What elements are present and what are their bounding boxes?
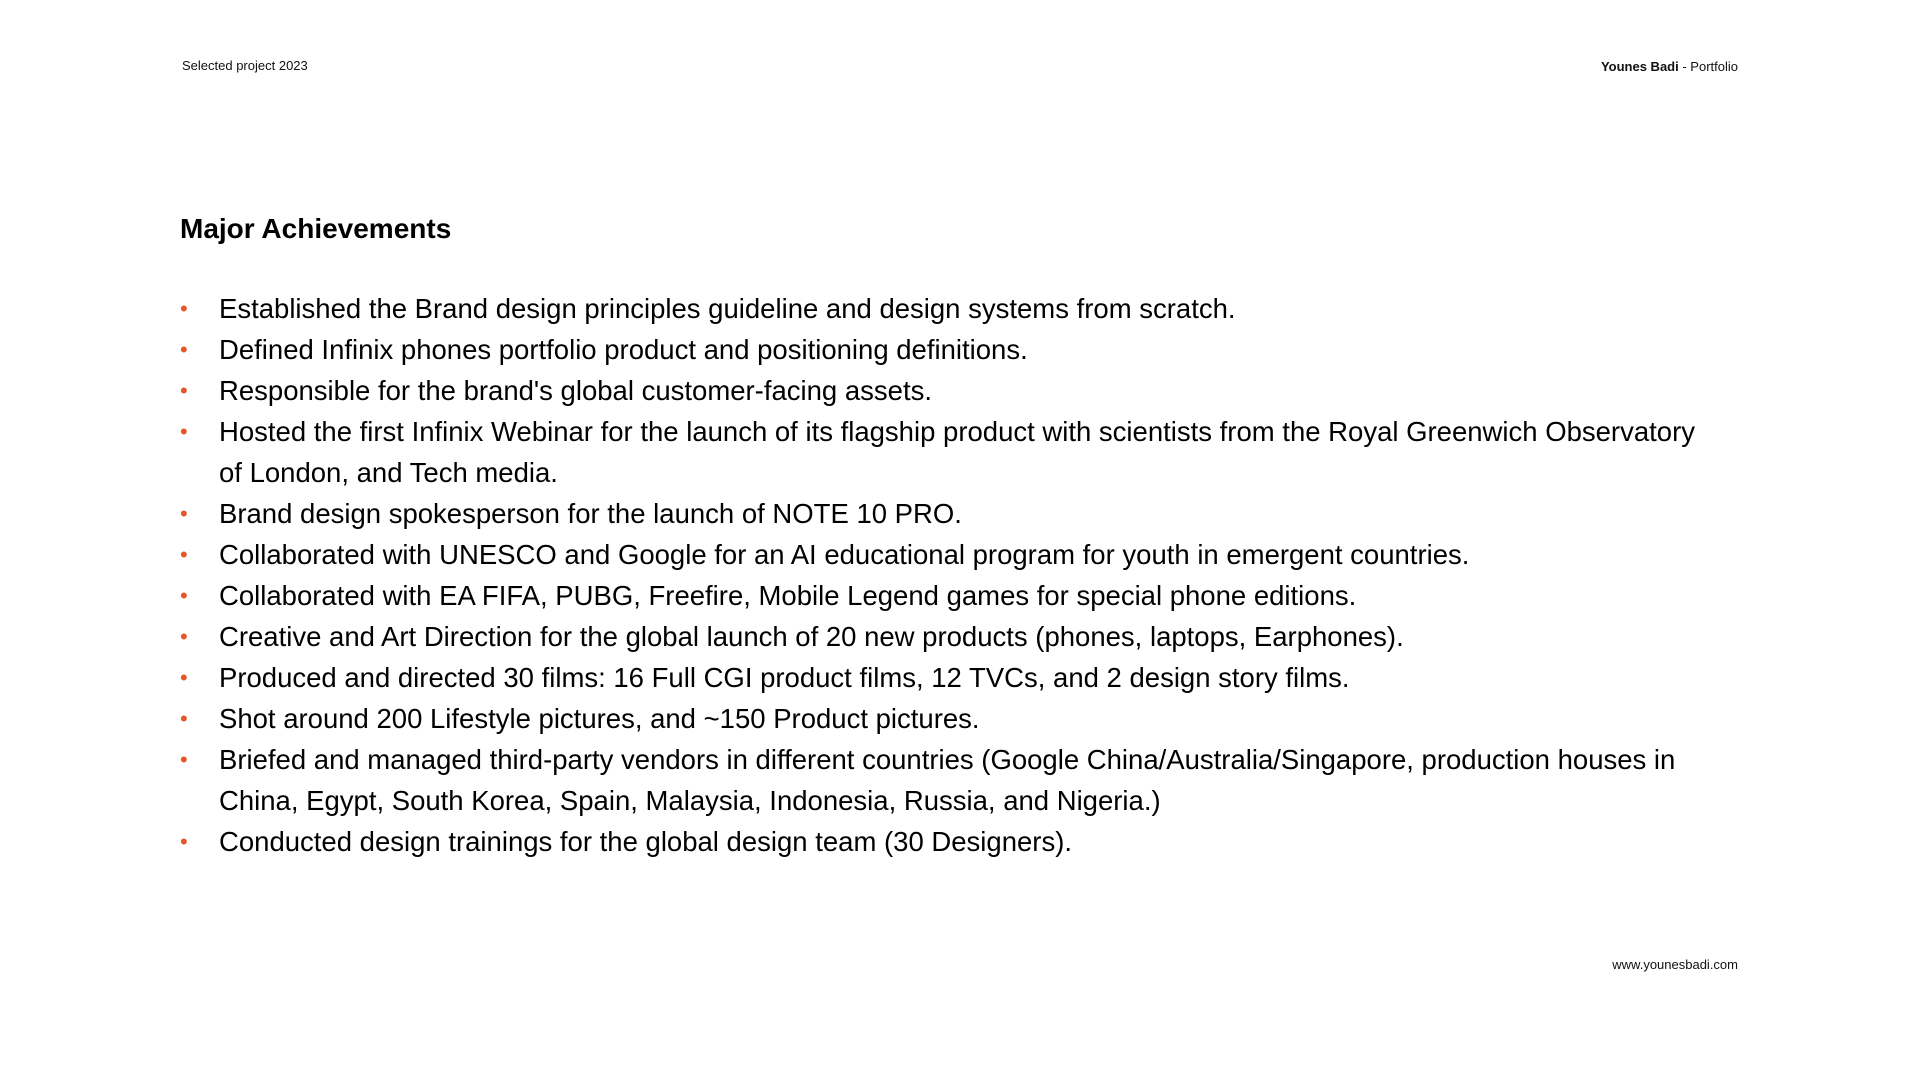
bullet-icon: • — [180, 829, 188, 854]
list-item — [180, 616, 1700, 657]
achievement-text: Established the Brand design principles guideline and design systems from scratch. — [219, 293, 1236, 324]
bullet-icon: • — [180, 296, 188, 321]
achievement-text: Briefed and managed third-party vendors in different countries (Google China/Australia/Singapore, production houses in China, Egypt, South Korea, Spain, Malaysia, Indonesia, Russia, and Nigeria.) — [219, 744, 1676, 816]
list-item — [180, 698, 1700, 739]
header-separator: - — [1678, 59, 1691, 74]
achievement-text: Creative and Art Direction for the global launch of 20 new products (phones, laptops, Earphones). — [219, 621, 1404, 652]
bullet-icon: • — [180, 542, 188, 567]
bullet-icon: • — [180, 665, 188, 690]
achievement-text: Produced and directed 30 films: 16 Full CGI product films, 12 TVCs, and 2 design story films. — [219, 662, 1350, 693]
achievement-text: Hosted the first Infinix Webinar for the launch of its flagship product with scientists from the Royal Greenwich Observatory of London, and Tech media. — [219, 416, 1695, 488]
bullet-icon: • — [180, 624, 188, 649]
list-item — [180, 534, 1700, 575]
achievement-text: Responsible for the brand's global customer-facing assets. — [219, 375, 932, 406]
portfolio-header — [1601, 59, 1738, 74]
author-name: Younes Badi — [1600, 59, 1679, 74]
list-item — [180, 493, 1700, 534]
list-item — [180, 821, 1700, 862]
website-link[interactable]: www.younesbadi.com — [1612, 957, 1738, 972]
achievement-text: Collaborated with UNESCO and Google for an AI educational program for youth in emergent countries. — [219, 539, 1470, 570]
bullet-icon: • — [180, 378, 188, 403]
list-item — [180, 288, 1700, 329]
bullet-icon: • — [180, 337, 188, 362]
bullet-icon: • — [180, 583, 188, 608]
list-item — [180, 575, 1700, 616]
list-item — [180, 370, 1700, 411]
list-item — [180, 657, 1700, 698]
achievement-text: Conducted design trainings for the global design team (30 Designers). — [219, 826, 1072, 857]
project-year-label: Selected project 2023 — [182, 58, 308, 73]
portfolio-label: Portfolio — [1690, 59, 1738, 74]
page-title: Major Achievements — [180, 213, 452, 244]
achievements-list — [180, 288, 1700, 862]
bullet-icon: • — [180, 706, 188, 731]
achievement-text: Defined Infinix phones portfolio product and positioning definitions. — [219, 334, 1028, 365]
achievement-text: Shot around 200 Lifestyle pictures, and ~150 Product pictures. — [219, 703, 980, 734]
bullet-icon: • — [180, 419, 188, 444]
list-item — [180, 411, 1700, 493]
bullet-icon: • — [180, 501, 188, 526]
bullet-icon: • — [180, 747, 188, 772]
list-item — [180, 329, 1700, 370]
achievement-text: Brand design spokesperson for the launch of NOTE 10 PRO. — [219, 498, 962, 529]
achievement-text: Collaborated with EA FIFA, PUBG, Freefire, Mobile Legend games for special phone editions. — [219, 580, 1357, 611]
list-item — [180, 739, 1700, 821]
